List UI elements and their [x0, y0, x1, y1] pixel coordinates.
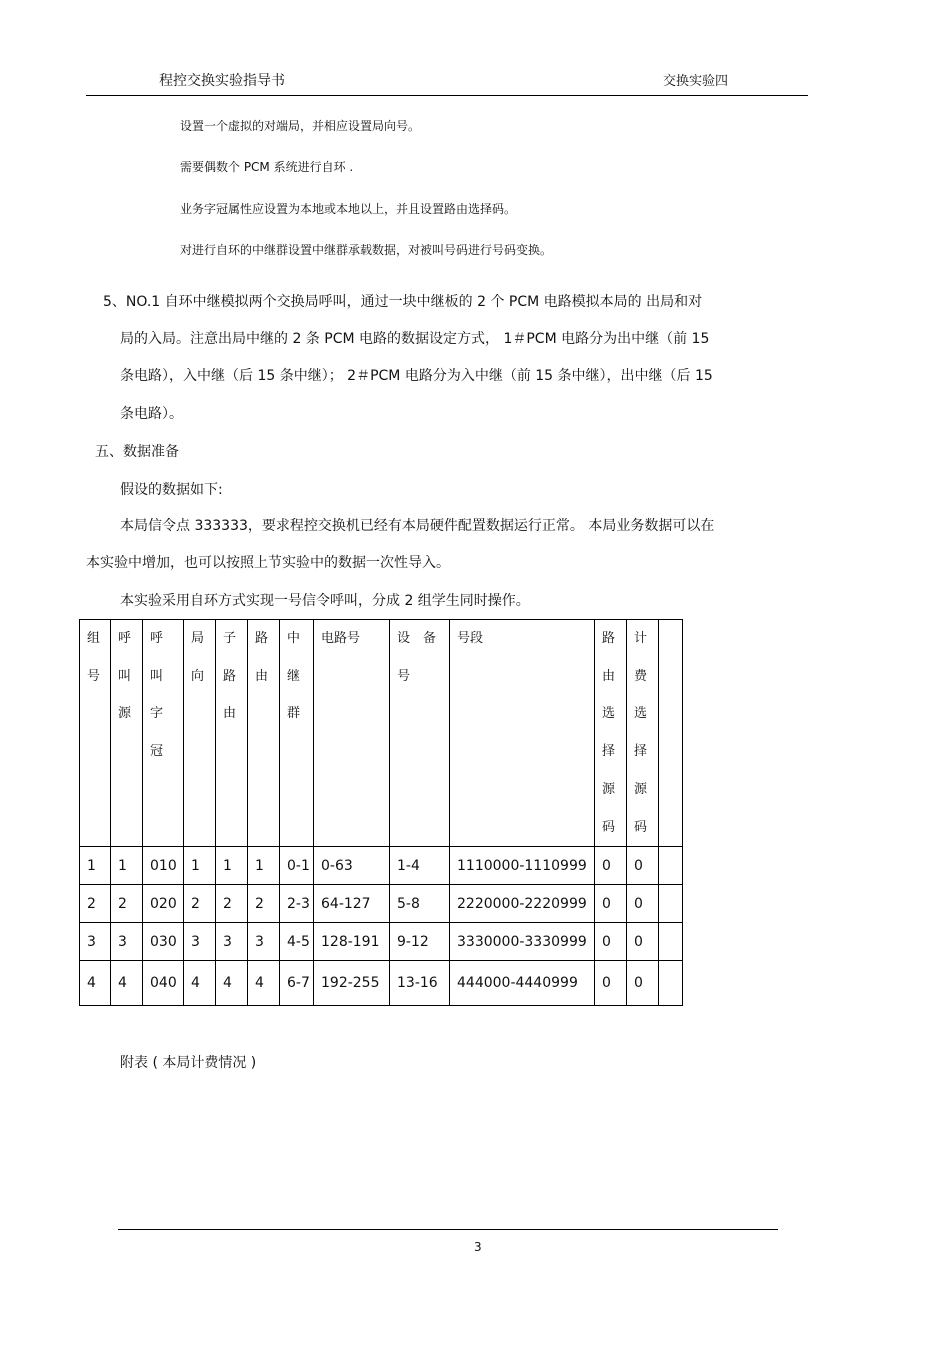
table-cell: 0	[627, 885, 659, 923]
table-cell: 1-4	[390, 847, 450, 885]
header-cell-call-prefix: 呼 叫 字 冠	[143, 620, 184, 847]
table-cell: 2	[184, 885, 216, 923]
table-cell: 4	[248, 961, 280, 1006]
note-2: 需要偶数个 PCM 系统进行自环 .	[180, 160, 354, 174]
item5-line-2: 局的入局。注意出局中继的 2 条 PCM 电路的数据设定方式， 1＃PCM 电路分为出中继（前 15	[120, 331, 710, 347]
paragraph-assumed-data: 假设的数据如下:	[120, 482, 223, 498]
table-cell: 0-1	[280, 847, 314, 885]
table-cell: 64-127	[314, 885, 390, 923]
table-cell: 0	[627, 961, 659, 1006]
table-header-row	[80, 620, 683, 847]
table-cell: 1	[248, 847, 280, 885]
table-cell: 3	[216, 923, 248, 961]
table-cell: 5-8	[390, 885, 450, 923]
table-cell: 0	[595, 923, 627, 961]
table-cell: 0	[595, 961, 627, 1006]
table-cell: 2	[216, 885, 248, 923]
note-1: 设置一个虚拟的对端局，并相应设置局向号。	[180, 119, 421, 133]
header-cell-sub-route: 子 路 由	[216, 620, 248, 847]
table-cell: 040	[143, 961, 184, 1006]
table-cell: 4-5	[280, 923, 314, 961]
paragraph-signaling-line-1: 本局信令点 333333，要求程控交换机已经有本局硬件配置数据运行正常。 本局业务数据可以在	[120, 518, 715, 534]
table-cell: 13-16	[390, 961, 450, 1006]
header-cell-route: 路 由	[248, 620, 280, 847]
item5-line-4: 条电路）。	[120, 406, 183, 422]
note-4: 对进行自环的中继群设置中继群承载数据，对被叫号码进行号码变换。	[180, 243, 553, 257]
table-cell: 2-3	[280, 885, 314, 923]
table-cell: 1	[216, 847, 248, 885]
header-cell-route-select-code: 路 由 选 择 源 码	[595, 620, 627, 847]
table-cell: 0	[595, 885, 627, 923]
table-row	[80, 847, 683, 885]
header-cell-caller-source: 呼 叫 源	[111, 620, 143, 847]
table-cell	[659, 961, 683, 1006]
table-cell: 1	[111, 847, 143, 885]
appendix-caption: 附表 ( 本局计费情况 )	[120, 1055, 257, 1071]
table-cell: 010	[143, 847, 184, 885]
header-cell-device-number: 设 备 号	[390, 620, 450, 847]
table-cell: 3	[111, 923, 143, 961]
table-cell: 128-191	[314, 923, 390, 961]
header-cell-number-segment: 号段	[450, 620, 595, 847]
header-cell-billing-select-code: 计 费 选 择 源 码	[627, 620, 659, 847]
table-cell: 0	[627, 923, 659, 961]
table-cell	[659, 923, 683, 961]
page-number: 3	[474, 1240, 482, 1254]
table-cell: 444000-4440999	[450, 961, 595, 1006]
table-cell: 3330000-3330999	[450, 923, 595, 961]
table-cell: 0	[627, 847, 659, 885]
table-cell: 3	[80, 923, 111, 961]
paragraph-groups: 本实验采用自环方式实现一号信令呼叫，分成 2 组学生同时操作。	[120, 593, 530, 609]
header-cell-office-direction: 局 向	[184, 620, 216, 847]
table-cell: 0	[595, 847, 627, 885]
table-cell: 4	[216, 961, 248, 1006]
section-heading: 五、数据准备	[95, 444, 179, 460]
table-cell: 1	[184, 847, 216, 885]
table-cell: 0-63	[314, 847, 390, 885]
header-title: 程控交换实验指导书	[159, 73, 285, 89]
header-cell-blank	[659, 620, 683, 847]
header-chapter: 交换实验四	[663, 74, 729, 89]
table-cell: 020	[143, 885, 184, 923]
table-cell	[659, 885, 683, 923]
footer-rule	[118, 1229, 778, 1230]
header-cell-group: 组 号	[80, 620, 111, 847]
table-row	[80, 923, 683, 961]
item5-line-3: 条电路），入中继（后 15 条中继）； 2＃PCM 电路分为入中继（前 15 条中继），出中继（后 15	[120, 368, 713, 384]
table-cell: 4	[80, 961, 111, 1006]
table-cell: 2	[248, 885, 280, 923]
table-cell: 6-7	[280, 961, 314, 1006]
table-cell: 2	[111, 885, 143, 923]
table-cell: 192-255	[314, 961, 390, 1006]
table-cell: 4	[111, 961, 143, 1006]
table-cell: 2220000-2220999	[450, 885, 595, 923]
config-table	[79, 619, 683, 1006]
paragraph-signaling-line-2: 本实验中增加，也可以按照上节实验中的数据一次性导入。	[86, 555, 450, 571]
table-cell: 2	[80, 885, 111, 923]
header-rule	[86, 95, 808, 96]
table-cell: 4	[184, 961, 216, 1006]
item5-line-1: 5、NO.1 自环中继模拟两个交换局呼叫，通过一块中继板的 2 个 PCM 电路模拟本局的 出局和对	[103, 294, 703, 310]
table-cell	[659, 847, 683, 885]
table-cell: 3	[184, 923, 216, 961]
table-cell: 1110000-1110999	[450, 847, 595, 885]
header-cell-trunk-group: 中 继 群	[280, 620, 314, 847]
table-cell: 1	[80, 847, 111, 885]
table-cell: 030	[143, 923, 184, 961]
table-cell: 3	[248, 923, 280, 961]
note-3: 业务字冠属性应设置为本地或本地以上，并且设置路由选择码。	[180, 202, 517, 216]
table-cell: 9-12	[390, 923, 450, 961]
table-row	[80, 885, 683, 923]
table-row	[80, 961, 683, 1006]
header-cell-circuit-number: 电路号	[314, 620, 390, 847]
